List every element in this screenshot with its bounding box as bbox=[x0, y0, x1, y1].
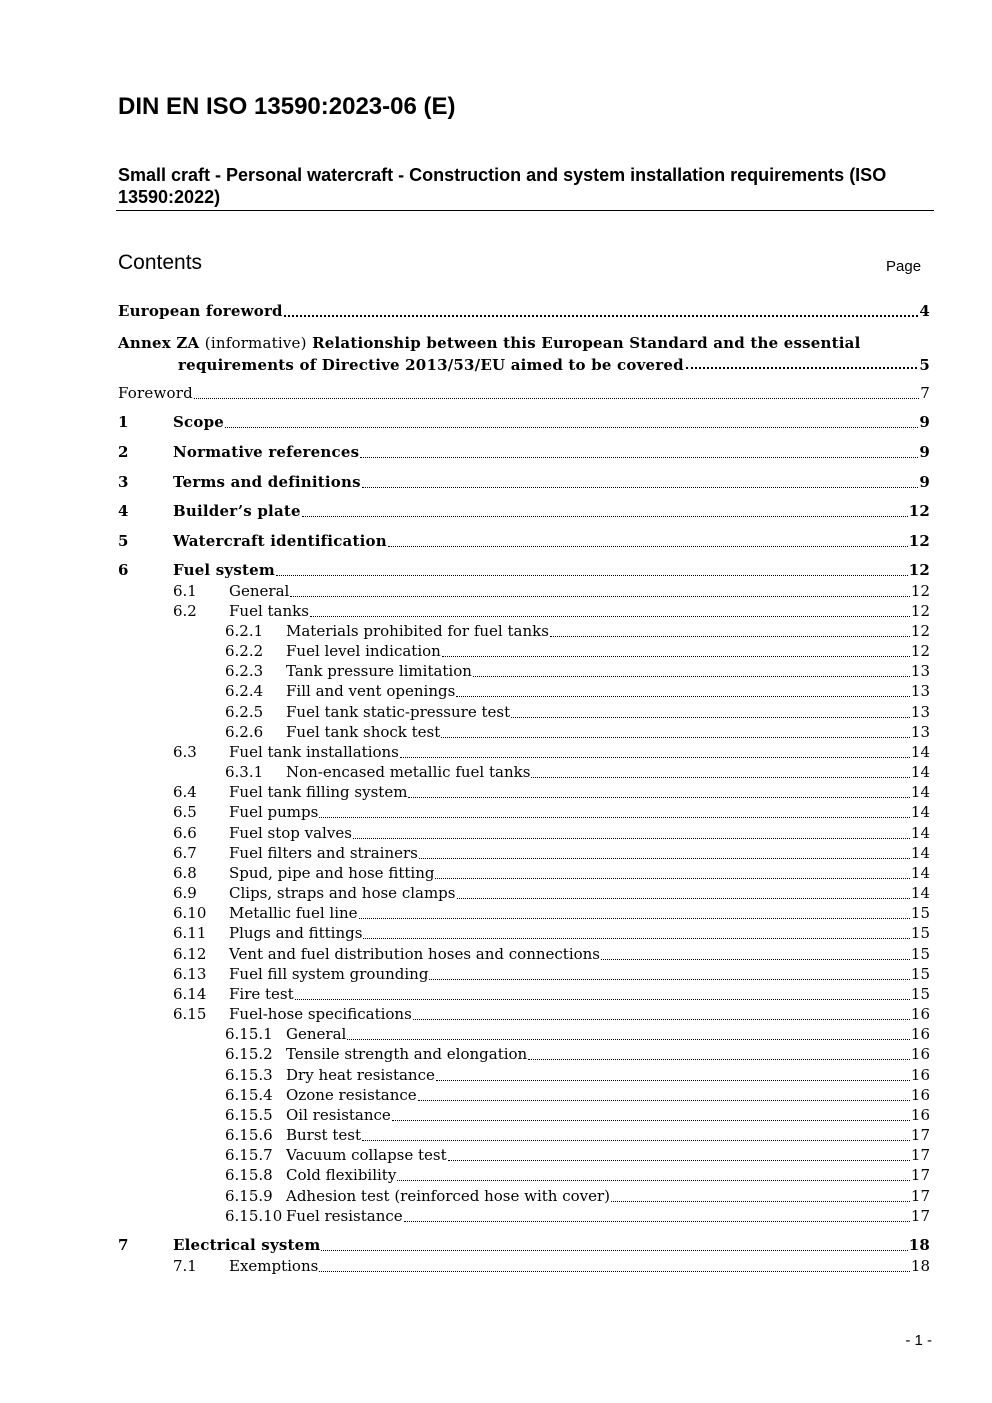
toc-entry[interactable] bbox=[173, 743, 930, 763]
toc-entry-number: 6.2.3 bbox=[225, 662, 264, 680]
toc-leader-dots bbox=[528, 1059, 910, 1060]
toc-entry-title: Plugs and fittings bbox=[229, 924, 363, 942]
toc-entry-title: Tank pressure limitation bbox=[286, 662, 472, 680]
toc-entry-foreword[interactable] bbox=[118, 384, 930, 404]
toc-entry-number: 6.12 bbox=[173, 945, 207, 963]
toc-entry-title: Terms and definitions bbox=[173, 473, 361, 491]
toc-entry-number: 6.5 bbox=[173, 803, 197, 821]
toc-entry-page: 17 bbox=[910, 1126, 930, 1144]
toc-entry-number: 6.15.3 bbox=[225, 1066, 273, 1084]
annex-title-line-1: Relationship between this European Standard and the essential bbox=[312, 334, 861, 352]
toc-entry-title: Fuel filters and strainers bbox=[229, 844, 418, 862]
toc-entry-number: 6.1 bbox=[173, 582, 197, 600]
toc-entry-number: 6.9 bbox=[173, 884, 197, 902]
toc-entry[interactable] bbox=[173, 904, 930, 924]
toc-entry[interactable] bbox=[225, 1146, 930, 1166]
toc-leader-dots bbox=[442, 656, 910, 657]
toc-entry-page: 12 bbox=[908, 502, 930, 520]
toc-entry-title: Tensile strength and elongation bbox=[286, 1045, 528, 1063]
toc-entry-page: 9 bbox=[919, 443, 930, 461]
toc-entry[interactable] bbox=[225, 1187, 930, 1207]
toc-entry-page: 17 bbox=[910, 1166, 930, 1184]
toc-entry-page: 12 bbox=[910, 622, 930, 640]
toc-entry-number: 6.15.7 bbox=[225, 1146, 273, 1164]
toc-entry-title: Foreword bbox=[118, 384, 193, 402]
toc-leader-dots bbox=[321, 1250, 907, 1251]
toc-leader-dots bbox=[419, 858, 910, 859]
toc-entry-number: 6.8 bbox=[173, 864, 197, 882]
toc-entry-page: 15 bbox=[910, 924, 930, 942]
toc-entry-page: 16 bbox=[910, 1106, 930, 1124]
toc-entry[interactable] bbox=[118, 413, 930, 433]
toc-entry-title: Spud, pipe and hose fitting bbox=[229, 864, 435, 882]
toc-entry[interactable] bbox=[225, 1086, 930, 1106]
toc-entry-page: 16 bbox=[910, 1066, 930, 1084]
toc-leader-dots bbox=[310, 616, 910, 617]
toc-entry-page: 15 bbox=[910, 904, 930, 922]
toc-entry-page: 13 bbox=[910, 703, 930, 721]
toc-entry-number: 6.2.1 bbox=[225, 622, 264, 640]
document-title: DIN EN ISO 13590:2023-06 (E) bbox=[118, 93, 456, 120]
toc-leader-dots bbox=[408, 797, 909, 798]
toc-entry-number: 4 bbox=[118, 502, 129, 520]
toc-leader-dots bbox=[363, 938, 909, 939]
toc-entry-page: 17 bbox=[910, 1207, 930, 1225]
toc-entry-title: Fuel system bbox=[173, 561, 275, 579]
toc-entry-title: European foreword bbox=[118, 302, 283, 320]
annex-prefix: Annex ZA bbox=[118, 334, 200, 352]
toc-entry[interactable] bbox=[225, 723, 930, 743]
toc-entry-page: 9 bbox=[919, 473, 930, 491]
page-number: - 1 - bbox=[905, 1332, 932, 1349]
annex-line-1 bbox=[118, 334, 861, 352]
toc-entry[interactable] bbox=[118, 1236, 930, 1256]
toc-entry-title: General bbox=[286, 1025, 347, 1043]
toc-leader-dots bbox=[457, 898, 910, 899]
toc-entry-number: 6.2.2 bbox=[225, 642, 264, 660]
toc-entry-title: General bbox=[229, 582, 290, 600]
toc-entry[interactable] bbox=[173, 864, 930, 884]
toc-entry-page: 9 bbox=[919, 413, 930, 431]
toc-entry-title: Fuel resistance bbox=[286, 1207, 403, 1225]
toc-entry-european-foreword[interactable] bbox=[118, 302, 930, 322]
toc-entry[interactable] bbox=[173, 783, 930, 803]
toc-leader-dots bbox=[435, 878, 909, 879]
toc-leader-dots bbox=[359, 918, 910, 919]
toc-entry-title: Burst test bbox=[286, 1126, 361, 1144]
toc-entry-number: 6.2.6 bbox=[225, 723, 264, 741]
toc-entry-number: 2 bbox=[118, 443, 129, 461]
toc-entry-number: 5 bbox=[118, 532, 129, 550]
toc-entry-page: 14 bbox=[910, 824, 930, 842]
toc-entry-title: Fuel tank filling system bbox=[229, 783, 408, 801]
toc-entry-title: Vacuum collapse test bbox=[286, 1146, 447, 1164]
page-column-heading: Page bbox=[886, 258, 922, 275]
toc-entry-page: 14 bbox=[910, 884, 930, 902]
toc-leader-dots bbox=[473, 676, 910, 677]
toc-leader-dots bbox=[276, 575, 908, 576]
toc-entry-number: 6.15.1 bbox=[225, 1025, 273, 1043]
toc-leader-dots bbox=[319, 817, 910, 818]
toc-entry[interactable] bbox=[173, 1005, 930, 1025]
toc-entry[interactable] bbox=[173, 945, 930, 965]
toc-entry-page: 18 bbox=[910, 1257, 930, 1275]
toc-entry[interactable] bbox=[118, 443, 930, 463]
toc-entry-page: 12 bbox=[910, 602, 930, 620]
toc-entry[interactable] bbox=[173, 824, 930, 844]
toc-leader-dots bbox=[418, 1100, 910, 1101]
toc-entry-page: 12 bbox=[908, 561, 930, 579]
toc-leader-dots bbox=[404, 1221, 910, 1222]
toc-entry-number: 6.13 bbox=[173, 965, 207, 983]
toc-leader-dots bbox=[362, 1140, 910, 1141]
toc-entry[interactable] bbox=[173, 803, 930, 823]
toc-entry-number: 6.14 bbox=[173, 985, 207, 1003]
toc-entry[interactable] bbox=[225, 682, 930, 702]
toc-entry-number: 6.15 bbox=[173, 1005, 207, 1023]
toc-entry-title: Metallic fuel line bbox=[229, 904, 358, 922]
toc-leader-dots bbox=[397, 1180, 910, 1181]
toc-entry-title: Exemptions bbox=[229, 1257, 319, 1275]
toc-leader-dots bbox=[601, 959, 910, 960]
toc-leader-dots bbox=[531, 777, 909, 778]
toc-leader-dots bbox=[290, 596, 910, 597]
toc-entry[interactable] bbox=[225, 642, 930, 662]
toc-entry-title: Ozone resistance bbox=[286, 1086, 417, 1104]
toc-entry-title: Oil resistance bbox=[286, 1106, 391, 1124]
toc-entry-number: 7.1 bbox=[173, 1257, 197, 1275]
toc-entry-title: Fuel tanks bbox=[229, 602, 309, 620]
toc-entry[interactable] bbox=[118, 473, 930, 493]
toc-entry-number: 6.2 bbox=[173, 602, 197, 620]
toc-entry-title: Adhesion test (reinforced hose with cover) bbox=[286, 1187, 611, 1205]
annex-title-line-2: requirements of Directive 2013/53/EU aimed to be covered bbox=[178, 356, 684, 374]
toc-leader-dots bbox=[456, 696, 910, 697]
toc-entry-page: 16 bbox=[910, 1086, 930, 1104]
toc-entry-page: 12 bbox=[910, 642, 930, 660]
toc-leader-dots bbox=[436, 1080, 910, 1081]
toc-entry-page: 13 bbox=[910, 723, 930, 741]
toc-entry[interactable] bbox=[118, 561, 930, 581]
toc-leader-dots bbox=[413, 1019, 910, 1020]
toc-entry-number: 6.7 bbox=[173, 844, 197, 862]
toc-entry-page: 7 bbox=[920, 384, 930, 402]
toc-entry-title: Fire test bbox=[229, 985, 294, 1003]
toc-entry-page: 14 bbox=[910, 864, 930, 882]
toc-entry[interactable] bbox=[225, 763, 930, 783]
toc-entry-page: 17 bbox=[910, 1146, 930, 1164]
toc-leader-dots bbox=[441, 737, 910, 738]
toc-leader-dots bbox=[353, 838, 910, 839]
toc-entry-title: Non-encased metallic fuel tanks bbox=[286, 763, 531, 781]
toc-leader-dots bbox=[686, 367, 918, 369]
toc-entry-number: 6.3 bbox=[173, 743, 197, 761]
toc-entry-title: Fuel fill system grounding bbox=[229, 965, 429, 983]
toc-entry-number: 6.15.6 bbox=[225, 1126, 273, 1144]
toc-entry-number: 6.15.5 bbox=[225, 1106, 273, 1124]
toc-leader-dots bbox=[360, 457, 918, 458]
toc-entry-number: 6.3.1 bbox=[225, 763, 264, 781]
toc-entry-title: Builder’s plate bbox=[173, 502, 301, 520]
toc-entry-number: 6.15.10 bbox=[225, 1207, 283, 1225]
toc-leader-dots bbox=[302, 516, 908, 517]
toc-entry-number: 6.15.4 bbox=[225, 1086, 273, 1104]
toc-entry[interactable] bbox=[225, 662, 930, 682]
toc-entry-number: 3 bbox=[118, 473, 129, 491]
toc-leader-dots bbox=[550, 636, 910, 637]
toc-entry[interactable] bbox=[173, 582, 930, 602]
toc-entry-number: 6.2.4 bbox=[225, 682, 264, 700]
toc-entry-page: 14 bbox=[910, 803, 930, 821]
toc-entry-title: Normative references bbox=[173, 443, 360, 461]
toc-entry-annex-za[interactable] bbox=[118, 334, 930, 378]
toc-entry[interactable] bbox=[225, 1045, 930, 1065]
toc-leader-dots bbox=[429, 979, 909, 980]
toc-entry-page: 15 bbox=[910, 965, 930, 983]
toc-entry-title: Cold flexibility bbox=[286, 1166, 397, 1184]
toc-entry-page: 12 bbox=[908, 532, 930, 550]
toc-entry-page: 15 bbox=[910, 985, 930, 1003]
toc-entry-page: 18 bbox=[908, 1236, 930, 1254]
toc-entry[interactable] bbox=[173, 985, 930, 1005]
toc-entry[interactable] bbox=[173, 602, 930, 622]
toc-entry-number: 6.15.8 bbox=[225, 1166, 273, 1184]
toc-entry[interactable] bbox=[173, 844, 930, 864]
toc-entry-title: Dry heat resistance bbox=[286, 1066, 435, 1084]
toc-leader-dots bbox=[388, 546, 908, 547]
toc-entry-page: 5 bbox=[919, 356, 930, 374]
toc-leader-dots bbox=[392, 1120, 910, 1121]
toc-entry-page: 12 bbox=[910, 582, 930, 600]
toc-entry[interactable] bbox=[173, 924, 930, 944]
toc-leader-dots bbox=[295, 999, 910, 1000]
toc-entry[interactable] bbox=[118, 532, 930, 552]
toc-entry-title: Vent and fuel distribution hoses and connections bbox=[229, 945, 601, 963]
toc-leader-dots bbox=[400, 757, 910, 758]
toc-entry-number: 7 bbox=[118, 1236, 129, 1254]
toc-entry-page: 16 bbox=[910, 1005, 930, 1023]
toc-entry-title: Fuel stop valves bbox=[229, 824, 352, 842]
toc-leader-dots bbox=[362, 487, 919, 488]
toc-entry[interactable] bbox=[225, 1207, 930, 1227]
toc-entry[interactable] bbox=[173, 884, 930, 904]
toc-leader-dots bbox=[511, 717, 910, 718]
toc-entry-title: Fill and vent openings bbox=[286, 682, 456, 700]
toc-entry-number: 1 bbox=[118, 413, 129, 431]
toc-entry-page: 14 bbox=[910, 763, 930, 781]
toc-entry[interactable] bbox=[173, 1257, 930, 1277]
toc-entry-page: 14 bbox=[910, 783, 930, 801]
toc-entry[interactable] bbox=[225, 622, 930, 642]
annex-informative: (informative) bbox=[204, 334, 307, 352]
toc-entry-number: 6.15.2 bbox=[225, 1045, 273, 1063]
toc-entry[interactable] bbox=[173, 965, 930, 985]
toc-entry-title: Fuel-hose specifications bbox=[229, 1005, 412, 1023]
toc-entry-title: Fuel level indication bbox=[286, 642, 441, 660]
toc-entry-page: 17 bbox=[910, 1187, 930, 1205]
toc-entry-number: 6.15.9 bbox=[225, 1187, 273, 1205]
toc-entry[interactable] bbox=[225, 1066, 930, 1086]
toc-leader-dots bbox=[225, 427, 918, 428]
toc-entry[interactable] bbox=[225, 1126, 930, 1146]
toc-entry-number: 6.4 bbox=[173, 783, 197, 801]
toc-leader-dots bbox=[611, 1201, 910, 1202]
toc-entry[interactable] bbox=[225, 1025, 930, 1045]
toc-entry-page: 14 bbox=[910, 743, 930, 761]
toc-entry-page: 4 bbox=[919, 302, 930, 320]
toc-entry-page: 15 bbox=[910, 945, 930, 963]
toc-leader-dots bbox=[347, 1039, 910, 1040]
toc-entry[interactable] bbox=[225, 703, 930, 723]
toc-entry-title: Fuel pumps bbox=[229, 803, 319, 821]
toc-entry[interactable] bbox=[118, 502, 930, 522]
toc-entry-number: 6 bbox=[118, 561, 129, 579]
toc-entry[interactable] bbox=[225, 1166, 930, 1186]
toc-entry-number: 6.10 bbox=[173, 904, 207, 922]
toc-entry[interactable] bbox=[225, 1106, 930, 1126]
toc-entry-page: 14 bbox=[910, 844, 930, 862]
toc-entry-page: 16 bbox=[910, 1045, 930, 1063]
document-subtitle: Small craft - Personal watercraft - Construction and system installation requirements (ISO 13590:2022) bbox=[118, 165, 887, 207]
toc-leader-dots bbox=[319, 1271, 910, 1272]
toc-leader-dots bbox=[448, 1160, 910, 1161]
annex-line-2 bbox=[178, 356, 930, 374]
toc-entry-number: 6.2.5 bbox=[225, 703, 264, 721]
toc-entry-number: 6.11 bbox=[173, 924, 207, 942]
toc-entry-title: Fuel tank static-pressure test bbox=[286, 703, 511, 721]
toc-entry-page: 13 bbox=[910, 662, 930, 680]
toc-entry-title: Materials prohibited for fuel tanks bbox=[286, 622, 549, 640]
toc-leader-dots bbox=[194, 398, 919, 399]
toc-entry-title: Fuel tank installations bbox=[229, 743, 399, 761]
toc-entry-number: 6.6 bbox=[173, 824, 197, 842]
contents-heading: Contents bbox=[118, 251, 203, 274]
toc-entry-title: Scope bbox=[173, 413, 225, 431]
toc-leader-dots bbox=[284, 315, 919, 317]
toc-entry-page: 16 bbox=[910, 1025, 930, 1043]
toc-entry-title: Clips, straps and hose clamps bbox=[229, 884, 456, 902]
toc-entry-page: 13 bbox=[910, 682, 930, 700]
toc-entry-title: Fuel tank shock test bbox=[286, 723, 441, 741]
toc-entry-title: Electrical system bbox=[173, 1236, 321, 1254]
toc-entry-title: Watercraft identification bbox=[173, 532, 387, 550]
